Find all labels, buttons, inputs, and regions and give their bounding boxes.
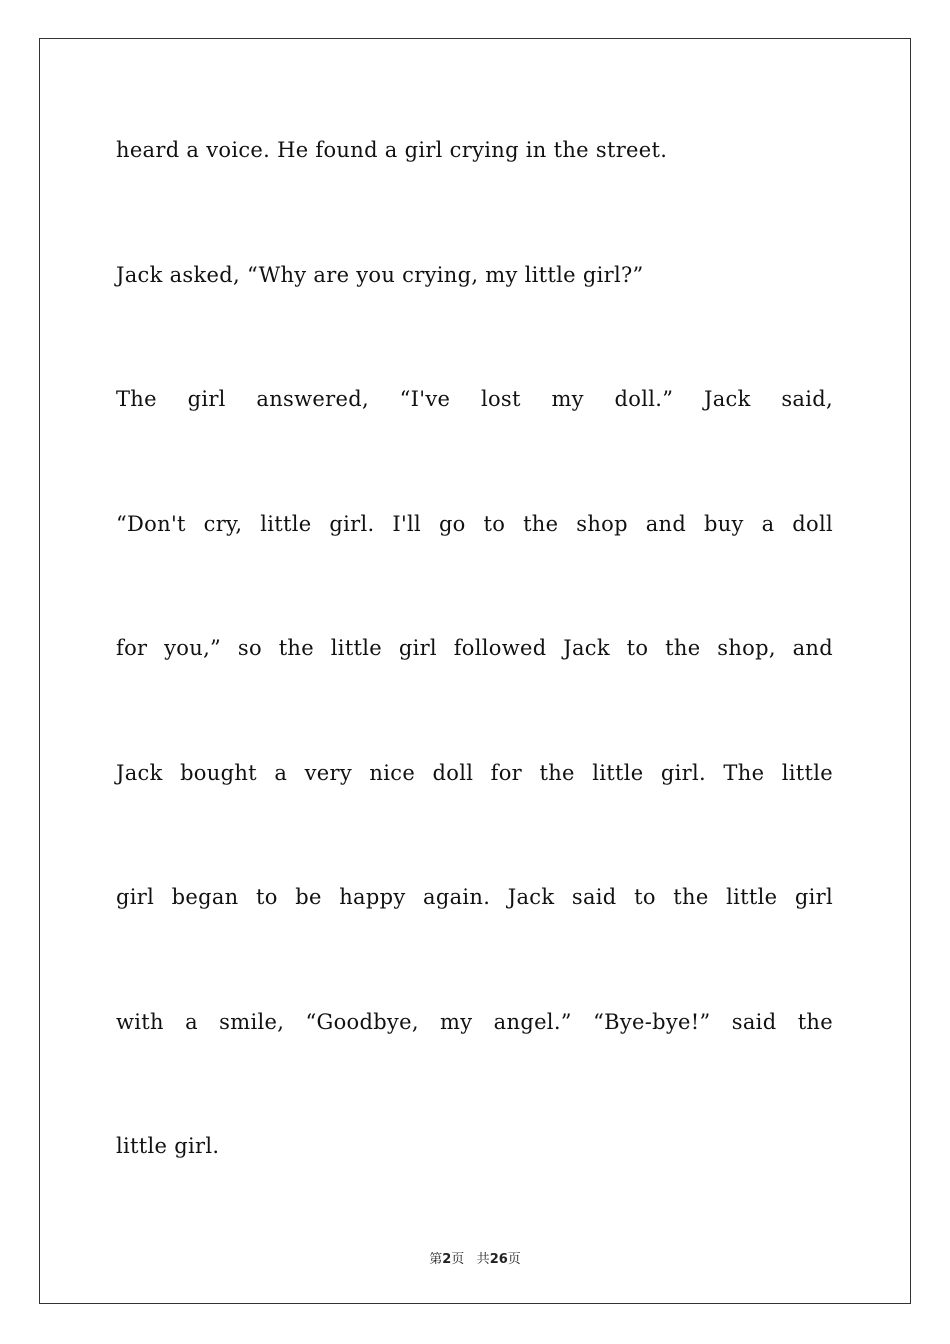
page-footer xyxy=(0,1248,950,1267)
text-line-1: heard a voice. He found a girl crying in the street. xyxy=(116,138,668,162)
footer-total-pages: 26 xyxy=(489,1252,508,1267)
footer-total-suffix: 页 xyxy=(507,1252,521,1267)
text-line-6: Jack bought a very nice doll for the little girl. The little xyxy=(116,761,833,785)
page-border xyxy=(39,38,911,1304)
text-line-9: little girl. xyxy=(116,1134,220,1158)
text-line-2: Jack asked, “Why are you crying, my little girl?” xyxy=(116,263,644,287)
text-line-5: for you,” so the little girl followed Jack to the shop, and xyxy=(116,636,833,660)
text-line-4: “Don't cry, little girl. I'll go to the shop and buy a doll xyxy=(116,512,833,536)
footer-total-prefix: 共 xyxy=(476,1252,490,1267)
footer-page-suffix: 页 xyxy=(451,1252,465,1267)
text-line-7: girl began to be happy again. Jack said to the little girl xyxy=(116,885,833,909)
text-line-3: The girl answered, “I've lost my doll.” Jack said, xyxy=(116,387,833,411)
footer-page-number: 2 xyxy=(442,1252,452,1267)
footer-page-prefix: 第 xyxy=(429,1252,443,1267)
text-line-8: with a smile, “Goodbye, my angel.” “Bye-bye!” said the xyxy=(116,1010,833,1034)
